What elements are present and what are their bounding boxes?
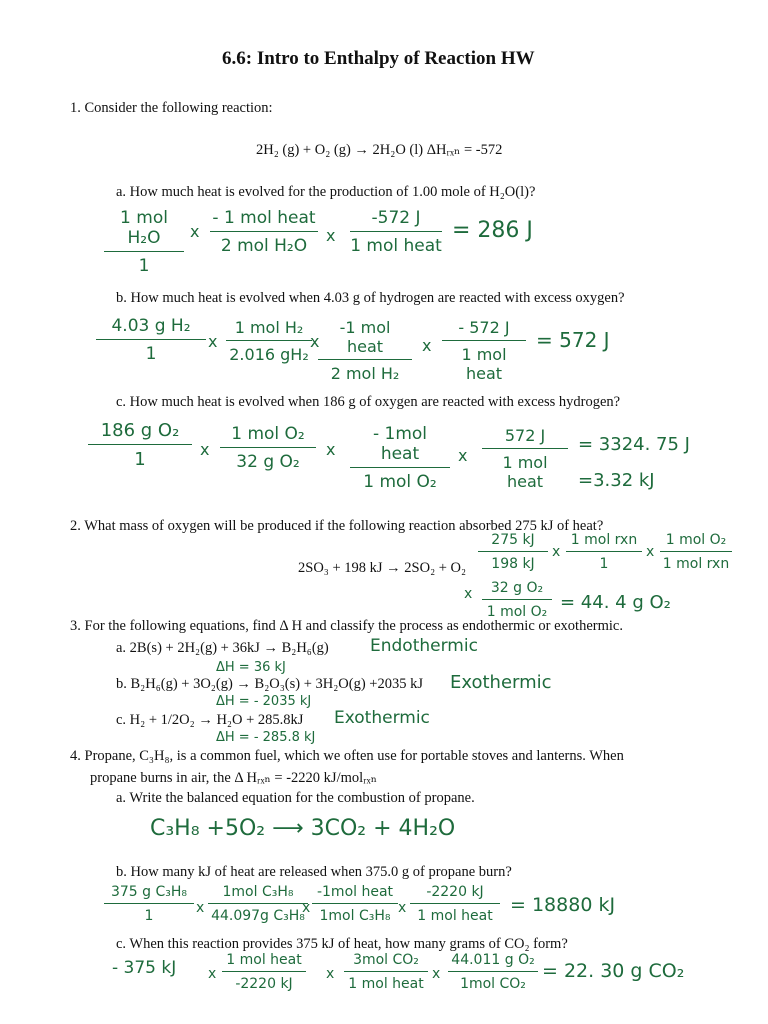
q4c-fraction-2: 1 mol heat -2220 kJ <box>222 952 306 992</box>
q4b-fraction-3: -1mol heat 1mol C₃H₈ <box>312 884 398 924</box>
q2-result: = 44. 4 g O₂ <box>560 592 671 613</box>
times-sign: x <box>326 440 336 459</box>
times-sign: x <box>326 226 336 245</box>
q2-fraction-1: $\frac{275 kJ}{198 kJ}$ <box>478 532 548 572</box>
q1-text: 1. Consider the following reaction: <box>70 100 273 116</box>
q1c-result-kilojoules: =3.32 kJ <box>578 470 655 491</box>
q3c-classification: Exothermic <box>334 708 430 728</box>
q2-fraction-4: 32 g O₂ 1 mol O₂ <box>482 580 552 620</box>
q1a-fraction-2: - 1 mol heat 2 mol H₂O <box>210 208 318 256</box>
q3c-delta-h: ΔH = - 285.8 kJ <box>216 730 316 745</box>
q3b-equation: b. B₂H₆(g) + 3O₂(g) → B₂O₃(s) + 3H₂O(g) +2035 kJ <box>116 676 423 692</box>
q4c-fraction-4: 44.011 g O₂ 1mol CO₂ <box>448 952 538 992</box>
q4b-result: = 18880 kJ <box>510 894 616 916</box>
q1b-fraction-1: $\frac{\text{4.03 g H₂}}{1}$ <box>96 316 206 364</box>
q2-fraction-3: 1 mol O₂ 1 mol rxn <box>660 532 732 572</box>
q1a-fraction-1: 1 mol H₂O 1 <box>104 208 184 276</box>
q1b-text: b. How much heat is evolved when 4.03 g of hydrogen are reacted with excess oxygen? <box>116 290 625 306</box>
q1c-fraction-2: 1 mol O₂ 32 g O₂ <box>220 424 316 472</box>
q1c-fraction-4: 572 J 1 mol heat <box>482 426 568 491</box>
q3-text: 3. For the following equations, find Δ H and classify the process as endothermic or exothermic. <box>70 618 623 634</box>
times-sign: x <box>552 544 561 560</box>
q3a-classification: Endothermic <box>370 636 478 656</box>
q4a-text: a. Write the balanced equation for the combustion of propane. <box>116 790 475 806</box>
times-sign: x <box>208 966 217 982</box>
times-sign: x <box>398 900 407 916</box>
q2-fraction-2: 1 mol rxn 1 <box>566 532 642 572</box>
q4b-fraction-1: $\frac{\text{375 g C₃H₈}}{1}$ <box>104 884 194 924</box>
q4-text-line-1: 4. Propane, C₃H₈, is a common fuel, which we often use for portable stoves and lanterns. When <box>70 748 624 764</box>
q4b-fraction-4: -2220 kJ 1 mol heat <box>410 884 500 924</box>
times-sign: x <box>458 446 468 465</box>
q4c-result: = 22. 30 g CO₂ <box>542 960 685 982</box>
q4a-answer: C₃H₈ +5O₂ ⟶ 3CO₂ + 4H₂O <box>150 816 456 841</box>
q4-text-line-2: propane burns in air, the Δ Hᵣₓₙ = -2220 kJ/molᵣₓₙ <box>90 770 377 786</box>
times-sign: x <box>422 336 432 355</box>
q3a-equation: a. 2B(s) + 2H₂(g) + 36kJ → B₂H₆(g) <box>116 640 329 656</box>
q4c-fraction-3: 3mol CO₂ 1 mol heat <box>344 952 428 992</box>
times-sign: x <box>302 900 311 916</box>
times-sign: x <box>310 332 320 351</box>
times-sign: x <box>196 900 205 916</box>
q1b-fraction-3: -1 mol heat 2 mol H₂ <box>318 318 412 383</box>
times-sign: x <box>432 966 441 982</box>
q1a-text: a. How much heat is evolved for the production of 1.00 mole of H₂O(l)? <box>116 184 536 200</box>
times-sign: x <box>200 440 210 459</box>
page-title: 6.6: Intro to Enthalpy of Reaction HW <box>222 48 535 69</box>
q1c-fraction-1: $\frac{\text{186 g O₂}}{1}$ <box>88 420 192 470</box>
q4b-fraction-2: 1mol C₃H₈ 44.097g C₃H₈ <box>208 884 308 924</box>
q3c-equation: c. H₂ + 1/2O₂ → H₂O + 285.8kJ <box>116 712 304 728</box>
times-sign: x <box>208 332 218 351</box>
q1c-result-joules: = 3324. 75 J <box>578 434 690 455</box>
q1c-fraction-3: - 1mol heat 1 mol O₂ <box>350 424 450 492</box>
q3a-delta-h: ΔH = 36 kJ <box>216 660 286 675</box>
q2-equation: 2SO₃ + 198 kJ → 2SO₂ + O₂ <box>298 560 467 576</box>
times-sign: x <box>326 966 335 982</box>
q4b-text: b. How many kJ of heat are released when 375.0 g of propane burn? <box>116 864 512 880</box>
times-sign: x <box>646 544 655 560</box>
q1b-result: = 572 J <box>536 328 610 352</box>
q1-equation: 2H₂ (g) + O₂ (g) → 2H₂O (l) ΔHᵣₓₙ = -572 <box>256 142 503 158</box>
q1b-fraction-4: - 572 J 1 mol heat <box>442 318 526 383</box>
q1a-fraction-3: -572 J 1 mol heat <box>350 208 442 256</box>
q1b-fraction-2: 1 mol H₂ 2.016 gH₂ <box>226 318 312 364</box>
times-sign: x <box>190 222 200 241</box>
q4c-text: c. When this reaction provides 375 kJ of heat, how many grams of CO₂ form? <box>116 936 568 952</box>
q1a-result: = 286 J <box>452 218 533 243</box>
times-sign: x <box>464 586 473 602</box>
q1c-text: c. How much heat is evolved when 186 g of oxygen are reacted with excess hydrogen? <box>116 394 621 410</box>
q4c-lead-term: - 375 kJ <box>112 958 177 978</box>
q2-text: 2. What mass of oxygen will be produced if the following reaction absorbed 275 kJ of heat? <box>70 518 604 534</box>
q3b-delta-h: ΔH = - 2035 kJ <box>216 694 312 709</box>
q3b-classification: Exothermic <box>450 672 552 693</box>
